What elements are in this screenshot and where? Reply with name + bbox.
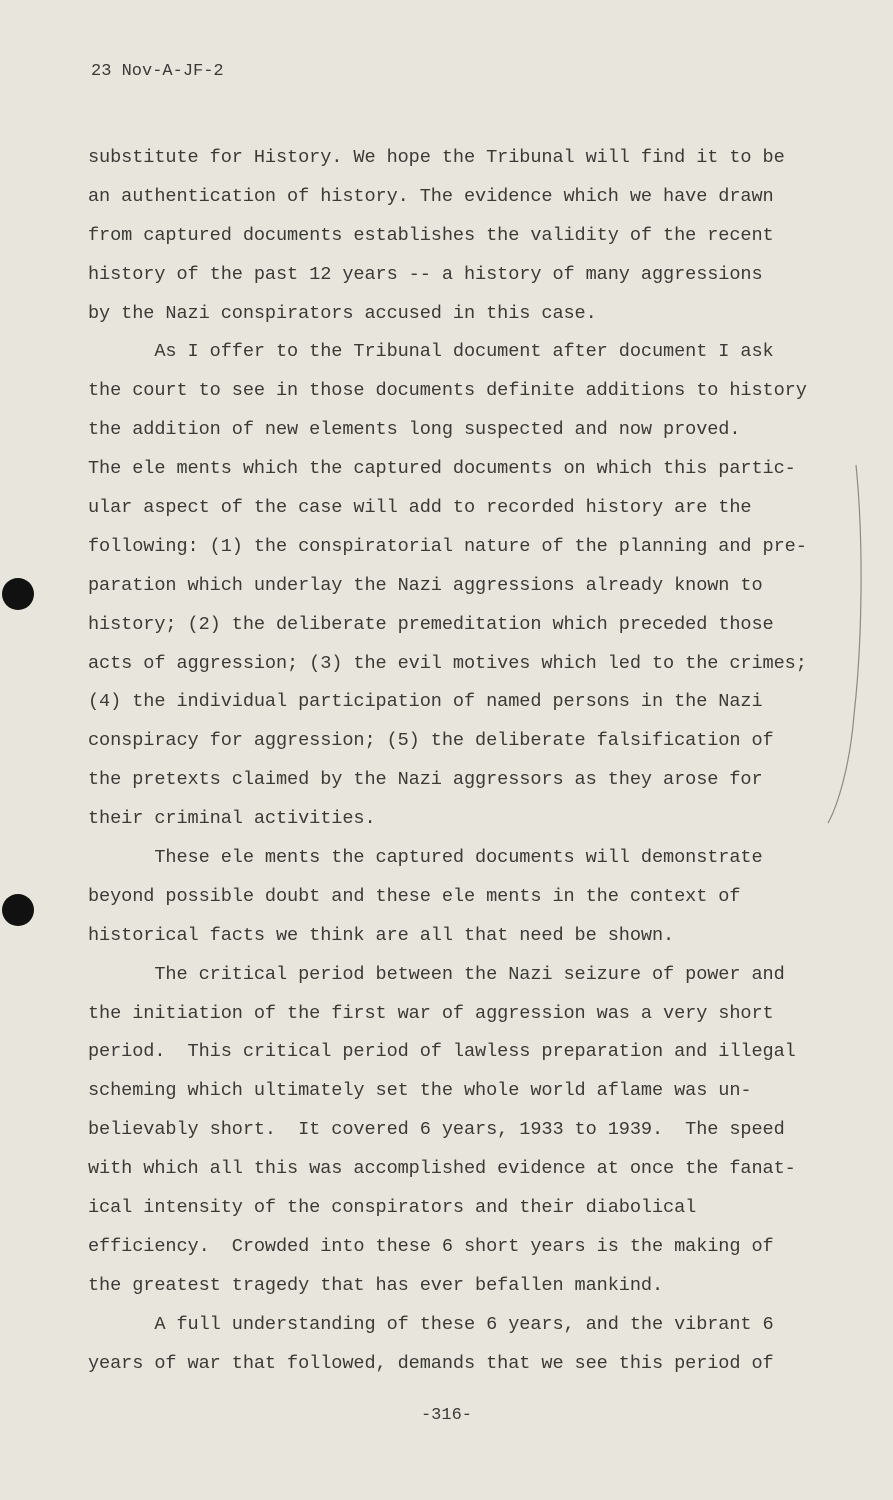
document-reference: 23 Nov-A-JF-2 [91, 62, 224, 81]
text-line: the addition of new elements long suspected and now proved. [88, 419, 741, 441]
text-line: following: (1) the conspiratorial nature of the planning and pre- [88, 535, 807, 557]
text-line: history of the past 12 years -- a history of many aggressions [88, 263, 763, 285]
text-line: believably short. It covered 6 years, 1933 to 1939. The speed [88, 1119, 785, 1141]
text-line: These ele ments the captured documents will demonstrate [88, 847, 763, 869]
text-line: A full understanding of these 6 years, and the vibrant 6 [88, 1313, 774, 1335]
text-line: efficiency. Crowded into these 6 short years is the making of [88, 1235, 774, 1257]
text-line: ular aspect of the case will add to recorded history are the [88, 497, 752, 519]
text-line: beyond possible doubt and these ele ments in the context of [88, 885, 741, 907]
text-line: historical facts we think are all that need be shown. [88, 924, 675, 946]
text-line: ical intensity of the conspirators and their diabolical [88, 1197, 697, 1219]
text-line: the greatest tragedy that has ever befallen mankind. [88, 1274, 664, 1296]
text-line: with which all this was accomplished evidence at once the fanat- [88, 1158, 796, 1180]
punch-hole [2, 578, 34, 610]
text-line: by the Nazi conspirators accused in this case. [88, 302, 597, 324]
punch-hole [2, 894, 34, 926]
text-line: period. This critical period of lawless preparation and illegal [88, 1041, 796, 1063]
page-number: -316- [420, 1406, 472, 1425]
text-line: years of war that followed, demands that we see this period of [88, 1352, 774, 1374]
text-line: The critical period between the Nazi seizure of power and [88, 963, 785, 985]
text-line: their criminal activities. [88, 808, 376, 830]
text-line: scheming which ultimately set the whole world aflame was un- [88, 1080, 752, 1102]
text-line: the court to see in those documents definite additions to history [88, 380, 807, 402]
margin-pencil-line [826, 465, 866, 825]
text-line: history; (2) the deliberate premeditation which preceded those [88, 613, 774, 635]
text-line: the pretexts claimed by the Nazi aggressors as they arose for [88, 769, 763, 791]
text-line: (4) the individual participation of named persons in the Nazi [88, 691, 763, 713]
text-line: acts of aggression; (3) the evil motives which led to the crimes; [88, 652, 807, 674]
text-line: As I offer to the Tribunal document after document I ask [88, 341, 774, 363]
text-line: The ele ments which the captured documents on which this partic- [88, 458, 796, 480]
text-line: from captured documents establishes the validity of the recent [88, 224, 774, 246]
text-line: paration which underlay the Nazi aggressions already known to [88, 574, 763, 596]
text-line: conspiracy for aggression; (5) the deliberate falsification of [88, 730, 774, 752]
text-line: substitute for History. We hope the Tribunal will find it to be [88, 147, 785, 168]
text-line: an authentication of history. The evidence which we have drawn [88, 185, 774, 207]
text-line: the initiation of the first war of aggression was a very short [88, 1002, 774, 1024]
document-body [88, 139, 868, 1384]
